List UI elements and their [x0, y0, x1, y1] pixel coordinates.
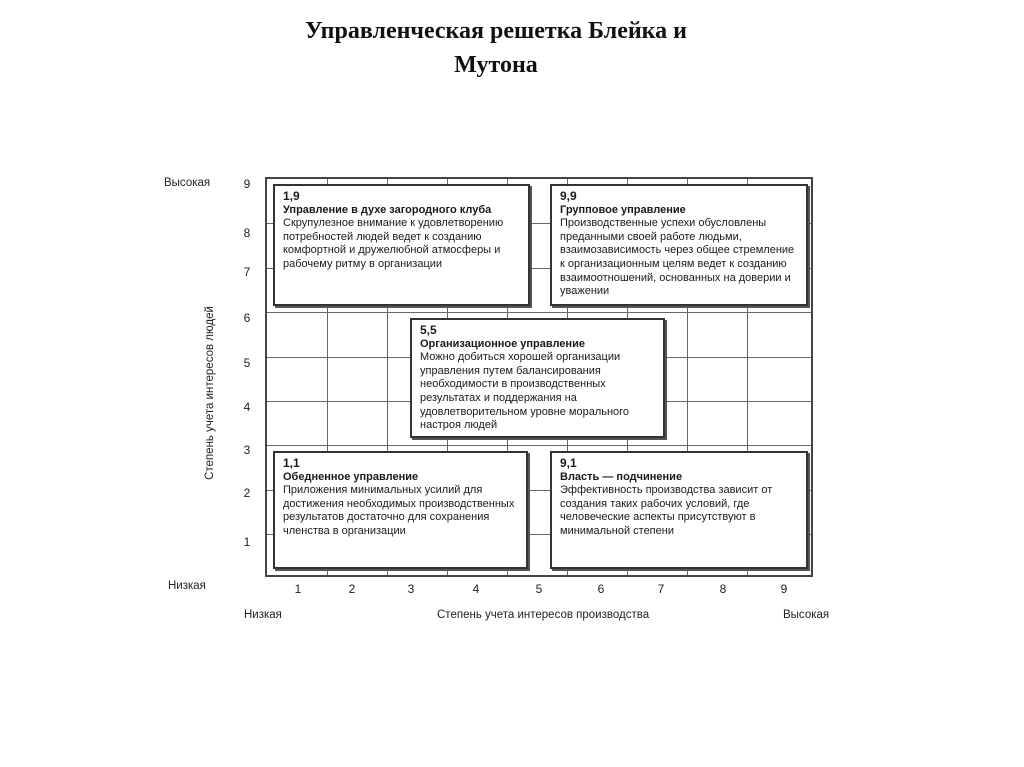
- y-tick: 9: [243, 177, 251, 191]
- x-tick: 2: [348, 582, 356, 596]
- y-tick: 4: [243, 400, 251, 414]
- box-title: Обедненное управление: [283, 470, 419, 483]
- grid-hline: [267, 445, 811, 446]
- y-tick: 2: [243, 486, 251, 500]
- x-tick: 8: [719, 582, 727, 596]
- x-tick: 3: [407, 582, 415, 596]
- box-text: Производственные успехи обусловлены преданными своей работе людьми, взаимозависимость через общее стремление к организационным целям ведет к созданию взаимоотношений, основанных на доверии и уважении: [560, 217, 795, 298]
- box-9-1-authority: [550, 451, 808, 569]
- y-tick: 8: [243, 226, 251, 240]
- box-5-5-middle: [410, 318, 665, 438]
- x-axis-high: Высокая: [783, 609, 830, 621]
- x-tick: 1: [294, 582, 302, 596]
- box-title: Организационное управление: [420, 337, 585, 350]
- box-1-9-country-club: [273, 184, 530, 306]
- box-code: 5,5: [420, 323, 437, 337]
- x-tick: 9: [780, 582, 788, 596]
- box-1-1-impoverished: [273, 451, 528, 569]
- x-tick: 7: [657, 582, 665, 596]
- x-axis-low: Низкая: [244, 609, 282, 621]
- y-axis-title: Степень учета интересов людей: [204, 306, 216, 480]
- box-text: Приложения минимальных усилий для достижения необходимых производственных результатов достаточно для сохранения членства в организации: [283, 484, 515, 537]
- x-tick: 5: [535, 582, 543, 596]
- box-code: 9,1: [560, 456, 577, 470]
- box-text: Скрупулезное внимание к удовлетворению потребностей людей ведет к созданию комфортной и дружелюбной атмосферы и рабочему ритму в организации: [283, 217, 504, 270]
- y-axis-low: Низкая: [168, 580, 206, 592]
- page-title: [0, 14, 992, 82]
- box-title: Групповое управление: [560, 203, 686, 216]
- y-tick: 6: [243, 311, 251, 325]
- grid-hline: [267, 312, 811, 313]
- x-axis-title: Степень учета интересов производства: [437, 609, 650, 621]
- x-tick: 6: [597, 582, 605, 596]
- box-text: Эффективность производства зависит от создания таких рабочих условий, где человеческие аспекты присутствуют в минимальной степени: [560, 484, 773, 537]
- y-tick: 3: [243, 443, 251, 457]
- y-tick: 1: [243, 535, 251, 549]
- box-title: Власть — подчинение: [560, 470, 683, 483]
- box-code: 9,9: [560, 189, 577, 203]
- box-text: Можно добиться хорошей организации управления путем балансирования необходимости в производственных результатах и поддержания на удовлетворительном уровне морального настроя людей: [420, 351, 630, 432]
- box-9-9-team: [550, 184, 808, 306]
- y-tick: 7: [243, 265, 251, 279]
- y-axis-high: Высокая: [164, 177, 211, 189]
- title-line-2: Мутона: [454, 52, 538, 78]
- box-code: 1,9: [283, 189, 300, 203]
- box-code: 1,1: [283, 456, 300, 470]
- title-line-1: Управленческая решетка Блейка и: [305, 18, 687, 44]
- y-tick: 5: [243, 356, 251, 370]
- box-title: Управление в духе загородного клуба: [283, 203, 492, 216]
- x-tick: 4: [472, 582, 480, 596]
